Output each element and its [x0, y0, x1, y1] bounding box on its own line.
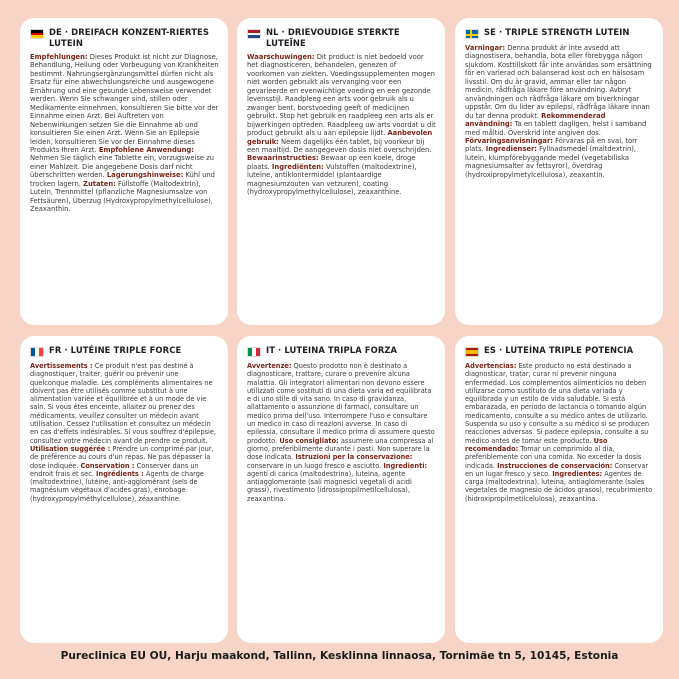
card-nl — [237, 18, 445, 325]
warnings-label: Varningar: — [465, 44, 506, 52]
warnings-text: Dit product is niet bedoeld voor het diagnosticeren, behandelen, genezen of voorkomen van ziekten. Voedingssupplementen mogen niet worden gebruikt als vervanging voor een gevarieerde en evenwichtige voeding en een gezonde levensstijl. Raadpleeg een arts voor gebruik als u zwanger bent, borstvoeding geeft of medicijnen gebruikt. Stop het gebruik en raadpleeg een arts als er bijwerkingen optreden. Raadpleeg uw arts voordat u dit product gebruikt als u aan epilepsie lijdt. — [247, 53, 436, 138]
card-header — [465, 345, 654, 357]
card-se — [455, 18, 663, 325]
warnings-label: Advertencias: — [465, 362, 517, 370]
usage-label: Rekommenderad användning: — [465, 111, 606, 129]
card-title: FR · LUTÉINE TRIPLE FORCE — [49, 345, 182, 355]
warnings-text: Dieses Produkt ist nicht zur Diagnose, Behandlung, Heilung oder Vorbeugung von Krankheiten bestimmt. Nahrungsergänzungsmittel dürfen nicht als Ersatz für eine abwechslungsreiche und ausgewogene Ernährung und eine gesunde Lebensweise verwendet werden. Wenn Sie schwanger sind, stillen oder Medikamente einnehmen, konsultieren Sie bitte vor der Einnahme einen Arzt. Bei Auftreten von Nebenwirkungen setzen Sie die Einnahme ab und konsultieren Sie einen Arzt. Wenn Sie an Epilepsie leiden, konsultieren Sie vor der Einnahme dieses Produkts Ihren Arzt. — [30, 53, 219, 154]
card-body — [30, 53, 219, 214]
card-title: NL · DRIEVOUDIGE STERKTE LUTEÏNE — [266, 27, 400, 48]
storage-text: conservare in un luogo fresco e asciutto. — [247, 461, 382, 470]
ingredients-label: Zutaten: — [83, 179, 116, 188]
storage-text: Conserver dans un endroit frais et sec. — [30, 461, 199, 478]
card-header — [247, 345, 436, 357]
ingredients-label: Ingrédients : — [96, 469, 144, 478]
usage-label: Uso recomendado: — [465, 436, 608, 453]
ingredients-label: Ingredientes: — [552, 469, 603, 478]
card-it — [237, 336, 445, 643]
ingredients-text: Fyllnadsmedel (maltdextrin), lutein, klumpförebyggande medel (vegetabiliska magnesiumsalter av fettsyror), överdrag (hydroxipropylmetylcellulosa), zeaxantin. — [465, 145, 637, 179]
card-header — [247, 27, 436, 48]
card-body — [30, 362, 219, 503]
card-es — [455, 336, 663, 643]
sweden-flag-icon — [465, 29, 479, 39]
usage-label: Aanbevolen gebruik: — [247, 129, 433, 146]
usage-text: assumere una compressa al giorno, preferibilmente durante i pasti. Non superare la dose indicata. — [247, 436, 434, 462]
card-body — [247, 362, 436, 503]
ingredients-text: Füllstoffe (Maltodextrin), Lutein, Trennmittel (pflanzliche Magnesiumsalze von Fettsäuren), Überzug (Hydroxypropylmethylcellulose), Zeaxanthin. — [30, 179, 213, 214]
company-address-footer: Pureclinica EU OU, Harju maakond, Tallinn, Kesklinna linnaosa, Tornimäe tn 5, 10145, Estonia — [60, 650, 619, 662]
ingredients-label: Ingrediënten: — [271, 162, 324, 171]
warnings-label: Avertissements : — [30, 362, 93, 370]
card-header — [30, 345, 219, 357]
storage-text: Kühl und trocken lagern. — [30, 171, 215, 188]
usage-label: Uso consigliato: — [279, 436, 339, 445]
card-body — [465, 362, 654, 503]
germany-flag-icon — [30, 29, 44, 39]
ingredients-text: Agents de charge (maltodextrine), lutéine, anti-agglomérant (sels de magnésium végétaux d'acides gras), enrobage (hydroxypropylméthylcellulose), zéaxanthine. — [30, 469, 204, 503]
ingredients-text: Vulstoffen (maltodextrine), luteïne, antiklontermiddel (plantaardige magnesiumzouten van vetzuren), coating (hydroxypropylmethylcellulose), zeaxanthine. — [247, 162, 417, 197]
storage-label: Bewaarinstructies: — [247, 154, 319, 163]
card-title: DE · DREIFACH KONZENT-RIERTES LUTEIN — [49, 27, 209, 48]
card-body — [247, 53, 436, 197]
card-body — [465, 44, 654, 179]
storage-label: Istruzioni per la conservazione: — [295, 453, 413, 462]
storage-text: Förvaras på en sval, torr plats. — [465, 136, 638, 154]
storage-label: Instrucciones de conservación: — [497, 461, 613, 470]
storage-label: Conservation : — [80, 461, 135, 470]
ingredients-text: agenti di carica (maltodestrina), luteina, agente antiagglomerante (sali magnesici vegetali di acidi grassi), rivestimento (idrossipropilmetilcellulosa), zeaxantina. — [247, 469, 412, 503]
ingredients-label: Ingredienti: — [383, 461, 428, 470]
warnings-label: Empfehlungen: — [30, 53, 88, 61]
card-title: SE · TRIPLE STRENGTH LUTEIN — [484, 27, 630, 37]
spain-flag-icon — [465, 347, 479, 357]
usage-text: Prendre un comprimé par jour, de préférence au cours d'un repas. Ne pas dépasser la dose indiquée. — [30, 444, 214, 470]
storage-text: Bewaar op een koele, droge plaats. — [247, 154, 416, 171]
france-flag-icon — [30, 347, 44, 357]
card-header — [30, 27, 219, 48]
ingredients-text: Agentes de carga (maltodextrina), luteína, antiaglomerante (sales vegetales de magnesio de ácidos grasos), recubrimiento (hidroxipropilmetilcelulosa), zeaxantina. — [465, 469, 653, 503]
storage-text: Conservar en un lugar fresco y seco. — [465, 461, 649, 478]
warnings-text: Denna produkt är inte avsedd att diagnostisera, behandla, bota eller förebygga någon sjukdom. Kosttillskott får inte användas som ersättning för en varierad och balanserad kost och en hälsosam livsstil. Om du är gravid, ammar eller tar någon medicin, rådfråga läkare före användning. Avbryt användningen och rådfråga läkare om biverkningar uppstår. Om du lider av epilepsi, rådfråga läkare innan du tar denna produkt. — [465, 44, 652, 120]
usage-label: Utilisation suggérée : — [30, 444, 111, 453]
storage-label: Lagerungshinweise: — [106, 171, 184, 180]
card-de — [20, 18, 228, 325]
warnings-text: Ce produit n'est pas destiné à diagnostiquer, traiter, guérir ou prévenir une quelconque maladie. Les compléments alimentaires ne doivent pas être utilisés comme substitut à une alimentation variée et équilibrée et à un mode de vie sain. Si vous êtes enceinte, allaitez ou prenez des médicaments, veuillez consulter un médecin avant utilisation. Cessez l'utilisation et consultez un médecin en cas d'effets indésirables. Si vous souffrez d'épilepsie, consultez votre médecin avant de prendre ce produit. — [30, 362, 216, 445]
card-fr — [20, 336, 228, 643]
storage-label: Förvaringsanvisningar: — [465, 136, 553, 145]
usage-text: Nehmen Sie täglich eine Tablette ein, vorzugsweise zu einer Mahlzeit. Die angegebene Dosis darf nicht überschritten werden. — [30, 154, 215, 180]
italy-flag-icon — [247, 347, 261, 357]
warnings-label: Waarschuwingen: — [247, 53, 315, 61]
card-title: IT · LUTEINA TRIPLA FORZA — [266, 345, 398, 355]
netherlands-flag-icon — [247, 29, 261, 39]
warnings-label: Avvertenze: — [247, 362, 292, 370]
usage-label: Empfohlene Anwendung: — [98, 145, 194, 154]
usage-text: Ta en tablett dagligen, helst i samband med måltid. Överskrid inte angiven dos. — [465, 120, 647, 137]
card-title: ES · LUTEÍNA TRIPLE POTENCIA — [484, 345, 634, 355]
ingredients-label: Ingredienser: — [485, 145, 537, 154]
warnings-text: Este producto no está destinado a diagnosticar, tratar, curar ni prevenir ninguna enfermedad. Los complementos alimenticios no deben utilizarse como sustituto de una dieta variada y equilibrada y un estilo de vida saludable. Si está embarazada, en período de lactancia o tomando algún medicamento, consulte a su médico antes de utilizarlo. Suspenda su uso y consulte a su médico si se producen reacciones adversas. Si padece epilepsia, consulte a su médico antes de tomar este producto. — [465, 362, 650, 445]
card-header — [465, 27, 654, 39]
warnings-text: Questo prodotto non è destinato a diagnosticare, trattare, curare o prevenire alcuna malattia. Gli integratori alimentari non devono essere utilizzati come sostituti di una dieta varia ed equilibrata e di uno stile di vita sano. In caso di gravidanza, allattamento o assunzione di farmaci, consultare un medico prima dell'uso. Interrompere l'uso e consultare un medico in caso di reazioni avverse. In caso di epilessia, consultare il medico prima di assumere questo prodotto. — [247, 362, 435, 445]
usage-text: Tomar un comprimido al día, preferiblemente con una comida. No exceder la dosis indicada. — [465, 444, 642, 470]
usage-text: Neem dagelijks één tablet, bij voorkeur bij een maaltijd. De aangegeven dosis niet overschrijden. — [247, 137, 432, 154]
